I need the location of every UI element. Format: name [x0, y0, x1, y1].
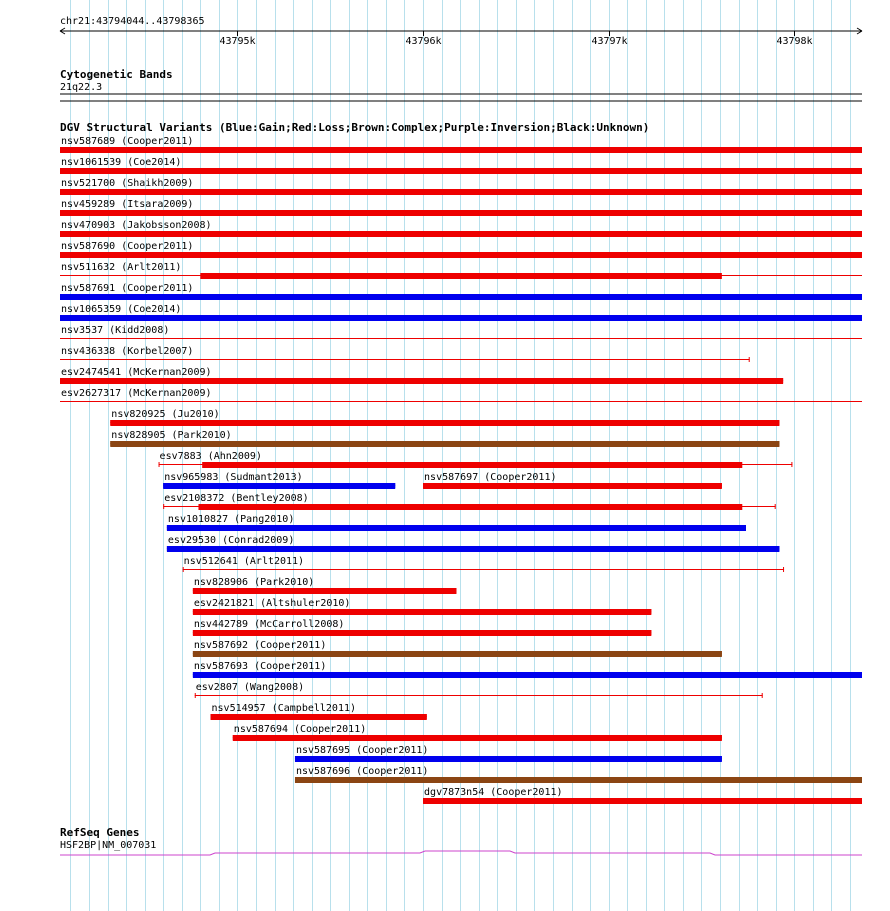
- dgv-feature-bar: [423, 483, 722, 489]
- dgv-feature-bar: [295, 756, 722, 762]
- dgv-feature-label: esv2807 (Wang2008): [195, 682, 305, 693]
- dgv-feature-bar: [193, 630, 651, 636]
- dgv-feature[interactable]: [193, 577, 457, 594]
- dgv-feature[interactable]: [159, 451, 793, 468]
- dgv-feature-label: esv2474541 (McKernan2009): [61, 367, 212, 378]
- dgv-feature[interactable]: [195, 682, 763, 698]
- dgv-feature-bar: [423, 798, 862, 804]
- dgv-feature-bar: [193, 672, 862, 678]
- dgv-feature-bar: [193, 609, 651, 615]
- dgv-feature[interactable]: [423, 787, 862, 804]
- dgv-feature-label: nsv587693 (Cooper2011): [193, 661, 327, 672]
- cytoband-track-title: Cytogenetic Bands: [60, 68, 173, 81]
- dgv-feature-label: nsv587696 (Cooper2011): [295, 766, 429, 777]
- dgv-feature-bar: [193, 651, 722, 657]
- refseq-track-title: RefSeq Genes: [60, 826, 140, 839]
- dgv-feature-label: nsv587689 (Cooper2011): [61, 136, 194, 147]
- dgv-feature-label: nsv521700 (Shaikh2009): [61, 178, 194, 189]
- dgv-feature-label: esv2627317 (McKernan2009): [61, 388, 212, 399]
- dgv-feature-bar: [163, 483, 395, 489]
- dgv-feature-bar: [167, 525, 746, 531]
- dgv-feature-label: esv29530 (Conrad2009): [167, 535, 295, 546]
- dgv-feature-label: nsv511632 (Arlt2011): [61, 262, 182, 273]
- dgv-feature-label: nsv1065359 (Coe2014): [61, 304, 182, 315]
- dgv-feature-label: esv2108372 (Bentley2008): [164, 493, 309, 504]
- dgv-feature-bar: [60, 252, 862, 258]
- dgv-feature-label: nsv587694 (Cooper2011): [233, 724, 367, 735]
- dgv-feature-label: nsv828905 (Park2010): [111, 430, 232, 441]
- dgv-feature-label: nsv442789 (McCarroll2008): [193, 619, 345, 630]
- dgv-feature[interactable]: [163, 472, 395, 489]
- dgv-feature[interactable]: [110, 430, 779, 447]
- ruler-tick-label: 43795k: [219, 36, 256, 47]
- dgv-feature[interactable]: [167, 514, 746, 531]
- dgv-feature-label: nsv3537 (Kidd2008): [61, 325, 170, 336]
- dgv-feature-label: nsv514957 (Campbell2011): [211, 703, 357, 714]
- dgv-feature-bar: [198, 504, 742, 510]
- refseq-gene-label: HSF2BP|NM_007031: [60, 840, 157, 851]
- dgv-feature-bar: [295, 777, 862, 783]
- dgv-feature-bar: [110, 420, 779, 426]
- dgv-feature-label: nsv512641 (Arlt2011): [183, 556, 305, 567]
- dgv-feature-bar: [110, 441, 779, 447]
- dgv-feature[interactable]: [167, 535, 779, 552]
- cytoband-label: 21q22.3: [60, 82, 103, 93]
- dgv-feature[interactable]: [233, 724, 722, 741]
- dgv-feature-bar: [60, 315, 862, 321]
- dgv-feature-bar: [60, 189, 862, 195]
- dgv-feature-label: nsv436338 (Korbel2007): [61, 346, 194, 357]
- dgv-feature-bar: [60, 378, 783, 384]
- dgv-feature-bar: [202, 462, 742, 468]
- dgv-feature-label: nsv1010827 (Pang2010): [167, 514, 295, 525]
- dgv-feature-label: nsv459289 (Itsara2009): [61, 199, 194, 210]
- dgv-feature-label: esv2421821 (Altshuler2010): [193, 598, 351, 609]
- dgv-feature-label: nsv587692 (Cooper2011): [193, 640, 327, 651]
- dgv-feature-bar: [60, 231, 862, 237]
- dgv-feature-bar: [211, 714, 427, 720]
- dgv-feature-bar: [60, 147, 862, 153]
- dgv-feature-bar: [60, 168, 862, 174]
- dgv-feature-bar: [193, 588, 457, 594]
- dgv-feature-label: nsv587691 (Cooper2011): [61, 283, 194, 294]
- dgv-feature-bar: [167, 546, 779, 552]
- dgv-feature-bar: [60, 210, 862, 216]
- dgv-feature[interactable]: [193, 661, 862, 678]
- dgv-feature[interactable]: [183, 556, 784, 572]
- dgv-feature[interactable]: [211, 703, 427, 720]
- ruler-tick-label: 43796k: [405, 36, 442, 47]
- dgv-feature-label: nsv1061539 (Coe2014): [61, 157, 182, 168]
- dgv-feature-label: nsv470903 (Jakobsson2008): [61, 220, 212, 231]
- ruler-tick-label: 43797k: [591, 36, 628, 47]
- dgv-feature[interactable]: [295, 745, 722, 762]
- dgv-feature-bar: [233, 735, 722, 741]
- dgv-feature[interactable]: [193, 640, 722, 657]
- dgv-feature-bar: [200, 273, 722, 279]
- dgv-feature[interactable]: [60, 367, 783, 384]
- ruler-tick-label: 43798k: [776, 36, 813, 47]
- dgv-feature-label: esv7883 (Ahn2009): [159, 451, 262, 462]
- dgv-feature[interactable]: [193, 598, 651, 615]
- dgv-feature[interactable]: [193, 619, 651, 636]
- dgv-feature-label: dgv7873n54 (Cooper2011): [424, 787, 563, 798]
- dgv-feature-label: nsv820925 (Ju2010): [111, 409, 220, 420]
- dgv-feature-label: nsv828906 (Park2010): [193, 577, 315, 588]
- dgv-feature-label: nsv965983 (Sudmant2013): [164, 472, 303, 483]
- ruler-position-label: chr21:43794044..43798365: [60, 16, 205, 27]
- dgv-feature-label: nsv587697 (Cooper2011): [424, 472, 557, 483]
- dgv-feature-label: nsv587690 (Cooper2011): [61, 241, 194, 252]
- dgv-track-title: DGV Structural Variants (Blue:Gain;Red:Loss;Brown:Complex;Purple:Inversion;Black:Unknown): [60, 121, 650, 134]
- dgv-feature[interactable]: [110, 409, 779, 426]
- dgv-feature-bar: [60, 294, 862, 300]
- dgv-feature-label: nsv587695 (Cooper2011): [295, 745, 429, 756]
